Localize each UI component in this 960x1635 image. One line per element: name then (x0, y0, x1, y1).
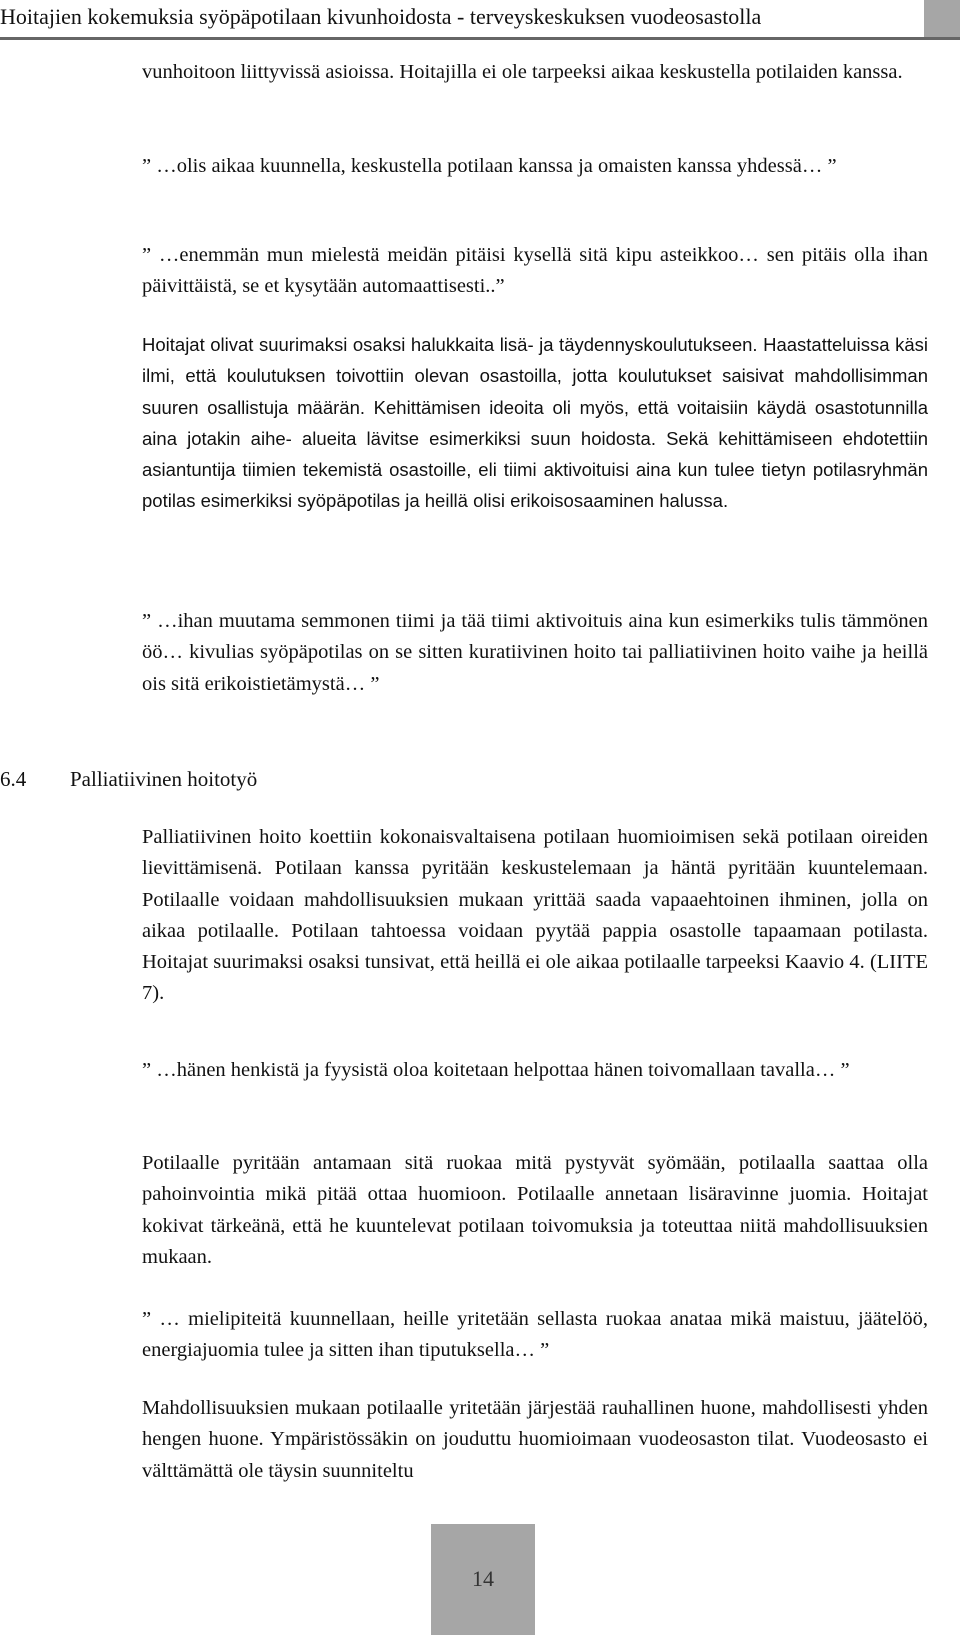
header-accent-block (924, 0, 960, 37)
quote-4: ” …hänen henkistä ja fyysistä oloa koitetaan helpottaa hänen toivomallaan tavalla… ” (142, 1059, 850, 1081)
paragraph-continuation: vunhoitoon liittyvissä asioissa. Hoitajilla ei ole tarpeeksi aikaa keskustella potilaiden kanssa. (142, 61, 903, 83)
page-number: 14 (472, 1566, 494, 1591)
paragraph-nutrition: Potilaalle pyritään antamaan sitä ruokaa mitä pystyvät syömään, potilaalla saattaa olla pahoinvointia mikä pitää ottaa huomioon. Potilaalle annetaan lisäravinne juomia. Hoitajat kokivat tärkeänä, että he kuuntelevat potilaan toivomuksia ja toteuttaa niitä mahdollisuuksien mukaan. (142, 1152, 928, 1268)
section-title: Palliatiivinen hoitotyö (70, 767, 258, 791)
paragraph-training: Hoitajat olivat suurimaksi osaksi halukkaita lisä- ja täydennyskoulutukseen. Haastatteluissa käsi ilmi, että koulutuksen toivottiin olevan osastoilla, jotta koulutukset saisivat mahdollisimman suuren osallistuja määrän. Kehittämisen ideoita oli myös, että voitaisiin käydä osastotunnilla aina jotakin aihe- alueita lävitse esimerkiksi suun hoidosta. Sekä kehittämiseen ehdotettiin asiantuntija tiimien tekemistä osastoille, eli tiimi aktivoituisi aina kun tulee tietyn potilasryhmän potilas esimerkiksi syöpäpotilas ja heillä olisi erikoisosaaminen halussa. (142, 334, 928, 512)
page-number-box (431, 1524, 535, 1635)
paragraph-room: Mahdollisuuksien mukaan potilaalle yritetään järjestää rauhallinen huone, mahdollisesti yhden hengen huone. Ympäristössäkin on jouduttu huomioimaan vuodeosaston tilat. Vuodeosasto ei välttämättä ole täysin suunniteltu (142, 1397, 928, 1482)
paragraph-palliative: Palliatiivinen hoito koettiin kokonaisvaltaisena potilaan huomioimisen sekä potilaan oireiden lievittämisenä. Potilaan kanssa pyritään keskustelemaan ja häntä pyritään kuuntelemaan. Potilaalle voidaan mahdollisuuksien mukaan yrittää saada vapaaehtoinen ihminen, jolla on aikaa potilaalle. Potilaan tahtoessa voidaan pyytää pappia osastolle tapaamaan potilasta. Hoitajat suurimaksi osaksi tunsivat, että heillä ei ole aikaa potilaalle tarpeeksi Kaavio 4. (LIITE 7). (142, 826, 928, 1005)
quote-1: ” …olis aikaa kuunnella, keskustella potilaan kanssa ja omaisten kanssa yhdessä… ” (142, 155, 837, 177)
running-header (0, 0, 960, 40)
header-title: Hoitajien kokemuksia syöpäpotilaan kivunhoidosta - terveyskeskuksen vuodeosastolla (0, 4, 762, 29)
quote-2: ” …enemmän mun mielestä meidän pitäisi kysellä sitä kipu asteikkoo… sen pitäis olla ihan päivittäistä, se et kysytään automaattisesti..” (142, 244, 928, 298)
quote-5: ” … mielipiteitä kuunnellaan, heille yritetään sellasta ruokaa anataa mikä maistuu, jäätelöö, energiajuomia tulee ja sitten ihan tiputuksella… ” (142, 1308, 928, 1362)
section-number: 6.4 (0, 767, 27, 791)
quote-3: ” …ihan muutama semmonen tiimi ja tää tiimi aktivoituis aina kun esimerkiks tulis tämmönen öö… kivulias syöpäpotilas on se sitten kuratiivinen hoito tai palliatiivinen hoito vaihe ja heillä ois sitä erikoistietämystä… ” (142, 610, 928, 695)
